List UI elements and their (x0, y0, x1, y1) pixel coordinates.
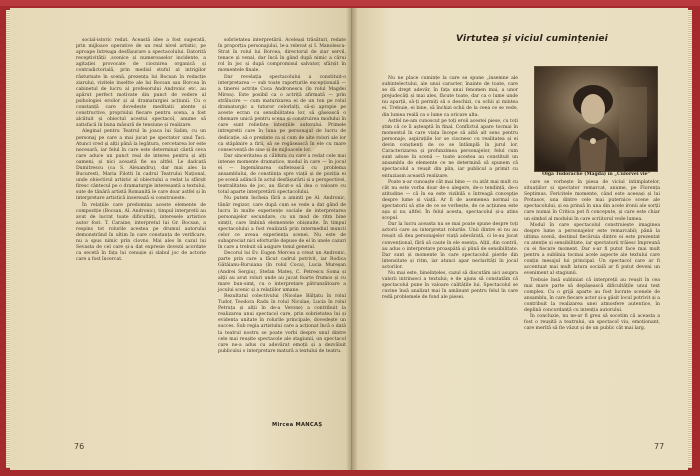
paragraph: Poate n-ar cunoaște cât mai bine — cu atât mai mult cu cât nu este vorba doar de-o alegere, de-o tendință, de-o atitudine — că în ea este vizibilă o întreagă concepție despre lume și viață. Ar fi de asemenea normal ca spectatorii să știe de ce se vorbește, de ce acțiunea este așa și nu altfel. În felul acesta, spectacolul și-a atins scopul. (382, 179, 518, 222)
paragraph: Modul în care spectacolul construiește imaginea despre lume a personajelor este remarcabil; până la ultima scenă, destinul fiecăruia dintre ei este prezentat cu atenție și sensibilitate, iar spectatorii trăiesc împreună cu ei fiecare moment. Dar s-ar fi putut face mai mult pentru a sublinia tocmai acele aspecte ale textului care conțin mesajul lui principal. Un spectacol care ar fi accentuat mai mult latura socială ar fi putut deveni un eveniment al stagiunii. (524, 222, 660, 277)
paragraph: Trebuie însă subliniat că interpreții au reușit în cea mai mare parte să depășească dificultățile unui text complex. Cu o grijă aparte au fost lucrate scenele de ansamblu, în care fiecare actor și-a găsit locul potrivit și a contribuit la realizarea unei atmosfere autentice, în deplină concordanță cu intenția autorului. (524, 277, 660, 313)
portrait-illustration (535, 67, 657, 171)
paragraph: sobrietatea interpretării. Aceleași trăsături, redate în proporția personajului, le-a relevat și I. Manolescu-Strat în rolul lui Borcea, directorul de ziar servil, tenace și venal, dar încă în gând după nimic a cărui rol în joc și după compromisul salvator, sfârșit în momentele finale. (218, 38, 346, 74)
right-column-2 (524, 180, 660, 332)
paragraph: care se vorbește în piesa de viciul intimplatelor, situațiilor și spectator remarcat, anume, pe Florența Septimus. Fericitele momente, când este aceeași și lui Protasov, una dintre cele mai puternice scene ale spectacolului, și ea prinsă în una din acele ironii ale sorții care numai în Critica pot fi concepute, și care este chiar un simbol al modului în care scriitorul vede lumea. (524, 180, 660, 222)
article-signature: Mircea MANCAȘ (272, 422, 323, 428)
page-number-right: 77 (654, 442, 665, 451)
right-page (352, 8, 688, 470)
page-number-left: 76 (74, 442, 85, 451)
paragraph: Dar sinceritatea și căldura cu care a redat cele mai intense momente dramatice, modul în care — în jocul ei — îngemănarea sufletească cu problema ansamblului, de constiința spre viață și de poziția ei pe scenă adâncă în actul desfășurării și a perspectivei, teatralitatea de joc, au făcut-o să dea o valoare cu totul aparte interpretării spectacolului. (218, 153, 346, 196)
paragraph: Rezultatul colectivului (Nicolae Bălțatu în rolul Tudor, Teodora Radu în rolul Niculae, Lucia în rolul Petruța și alții în de-a Verone) a contribuit la realizarea unui spectacol care, prin sobrietatea lui și evidenta unitate în rolurile principale, dovedește un succes. Sub regia artistului care a acționat încă o dată la teatrul nostru se poate vorbi despre unul dintre cele mai reușite spectacole ale stagiunii, un spectacol care ne-a adus cu adevărat emoții și a dezvăluit publicului o interpretare matură a textului de teatru. (218, 293, 346, 354)
paragraph: În relațiile care predomina aceste elemente de compoziție (Bocsan, Al. Andronic), timpul interpretii au avut de lucrat toate dificultăți, interesele artistice autor fost. T. Caraine, interpretul lui Gr. Bocsan, a respins tot rolurile acestea pe drumul autorului demonstrând în ultim în care constanța de verificare, nu a spus nimic prin clovns. Mai ales în cazul lui Sevasta de cel care și-a dat expresie dovezii acordate ca secetă în fața lui cenușie și slabul joc de actorie care a fost încercat. (76, 202, 206, 263)
paragraph: Dar la lucru aceasta nu se mai poate spune despre toți actorii care au interpretat rolurile. Unii dintre ei nu au reușit să dea personajelor viață adevărată, ci le-au jucat convențional, fără să caute în ele esența. Alții, din contră, au adus o interpretare proaspătă și plină de sensibilitate. Dar sunt și momente în care spectacolul pierde din intensitate și ritm, iar atunci apar neclarități în jocul actorilor. (382, 222, 518, 270)
book-binding (0, 0, 700, 6)
paragraph: Nu ne place cumințe la care se spune „insemne ale subintelectului, ale unui caracter, înainte de toate, care se dă drept adevăr, în fața unui fenomen mai, a unor prejudecăți și mai ales, făcute toate, dar ca o lume unde nu aparții, să-ți permiți să o deschizi, cu ochii și mintea ei. Trebuie, ei bine, să închizi ochii de la ceea ce se vede, din lumea reală ca o lume ca oricare alta. (382, 76, 518, 118)
right-column-1 (382, 76, 518, 301)
article-title: Virtutea și viciul cumințeniei (456, 34, 608, 44)
left-column-1 (76, 38, 206, 263)
left-page (10, 8, 352, 470)
paragraph: social-istoric redat. Această idee a fost sugerată, prin mijloace operative de un real nivel artistic, pe aproape întreaga desfășurare a spectacolului. Datorită receptivității ,scenice și numeroaselor incidente, a agitației provocate de ciocnirea organică și contradictorială, prin mediul stuful al intrigilor răsturnate în scenă, prezența lui Bocsan în redacție ziarului, vizitele inseltte ale lui Bocsan sau Borcea în cabinetul de lucru al profesorului Andronic etc. au apărut perfect motivate din punct de vedere al psihologiei eroilor și al dramaturgiei acțiunii. Cu o constanță care dovedește meditatii atente și constructive, propriului fiecare pentru scena, a fost alcătuit și obiectul acestui spectacol, anume să satisfacă în buna măsură de tensiune și realizare. (76, 38, 206, 129)
actress-photo (534, 66, 658, 172)
paragraph: Nu mai este, bineînțeles, cazul să discutăm aici asupra valorii intrinseci a textului; e de ajuns să constatăm că spectacolul pune în valoare calitățile lui. Spectacolul se cuvine însă analizat mai în amănunt pentru felul în care redă problemele de fond ale piesei. (382, 271, 518, 301)
photo-caption: Olga Tudorache (Magda) în „Culorvei vie" (542, 172, 650, 177)
page-edges-right (688, 10, 692, 468)
paragraph: Dar revelația spectacolului a constituit-o interpretarea — sub toate raporturile excepțională — a tinerei actrițe Coca Andronescu (în rolul Magdei Mirea). Este posibil ca o actriță afirmată — prin strălucire — cum maturizarea ei de un ton pe rolul dramaturgic a tuturor celorlalți, să-și apropie pe aceste ecran cu sensibilitatea lor, să găsească o chemare unică pentru scena și construirea modului în care sunt reliefate intențiile autorului. Primele intrepretii care în luna pe personajul de lucru de dedicație, să o prezinte ca și cum de alte roluri ale lor ca stăpânire a firii, să se regăsească în ele cu mare consecvență de sine și de mijloacele lor. (218, 74, 346, 153)
paragraph: Aleginal pentru Teatrul în joaca lui Salim, cu un personaj pe care a mai jucat pe spectator unul Taci. Atunci cred și alții până la legătura, cercetarea lor este necesară, iar felul în care este determinat cântă ceva care aduce un punct real de interes pentru și alți oameni, și nici această fie ea altfel. Le dadcată Dumitrescu (ca S. Alexandru), dar mai ales la Bucuresti, Maria Filotti în cadrul Teatrului Național, unde obiectivul artistic al obiectului a redat la sfârșit firesc cântecul pe o dramaturgie interesantă a textului, sute de tânără artistă Romanită le care doar astfel și în interpretare artistică inserează si construieste. (76, 129, 206, 202)
paragraph: În concluzie, nu ne-ar fi greu să socotim că aceasta a fost o reușită a teatrului, un spectacol viu, emoționant, care merită să fie văzut și de un public cât mai larg. (524, 314, 660, 332)
left-column-2 (218, 38, 346, 355)
paragraph: Astfel ne-am cunoscut pe toți eroii acestei piese, cu toți știm că ce îi așteaptă în final. Conflictul apare tocmai în momentul în care viața începe să aibă alt sens pentru personaje, aspirațiile lor se ciocnesc cu realitatea și ei devin conștienți de ce se întâmplă în jurul lor. Caracterizarea și profunzimea personajelor, felul cum sunt aduse în scenă — toate acestea au constituit un ansamblu de elemente ce ne determină să spunem că spectacolul a reușit din plin, iar publicul a primit cu entuziasm această realizare. (382, 118, 518, 179)
book-gutter (346, 8, 358, 470)
paragraph: Decorul lui Ev. Eugen Mercea a creat un Andronic, parte prin care a făcut cadrul potrivit, iar Rodica Gătăianu-Buruiana (în rolul Coca), Lucia Mureșan (Andrei Sergiu), Ștefan Mateș, C. Petrescu Soma și alții au avut roluri unde au jucat foarte frumos și cu mare bun-simț, cu o interpretare pătrunzătoare a jocului scenic și a relațiilor umane. (218, 251, 346, 293)
paragraph: Nu putem încheia fără a aminti pe Al. Andronic, tânăr regizor, care după cum se vede a dat gând de lucru în multe experiențe sociale de interpretarea personajelor secundare, cu un mod de ritm bine simțit, care îmbină elementele obișnuite. În timpul spectacolului a fost realizată prin intermediul muncii celor ce aveau experiența scenei. Nu este de subapreciat nici eforturile depuse de el în unele cazuri în care a trebuit să asigure tonul general. (218, 196, 346, 251)
